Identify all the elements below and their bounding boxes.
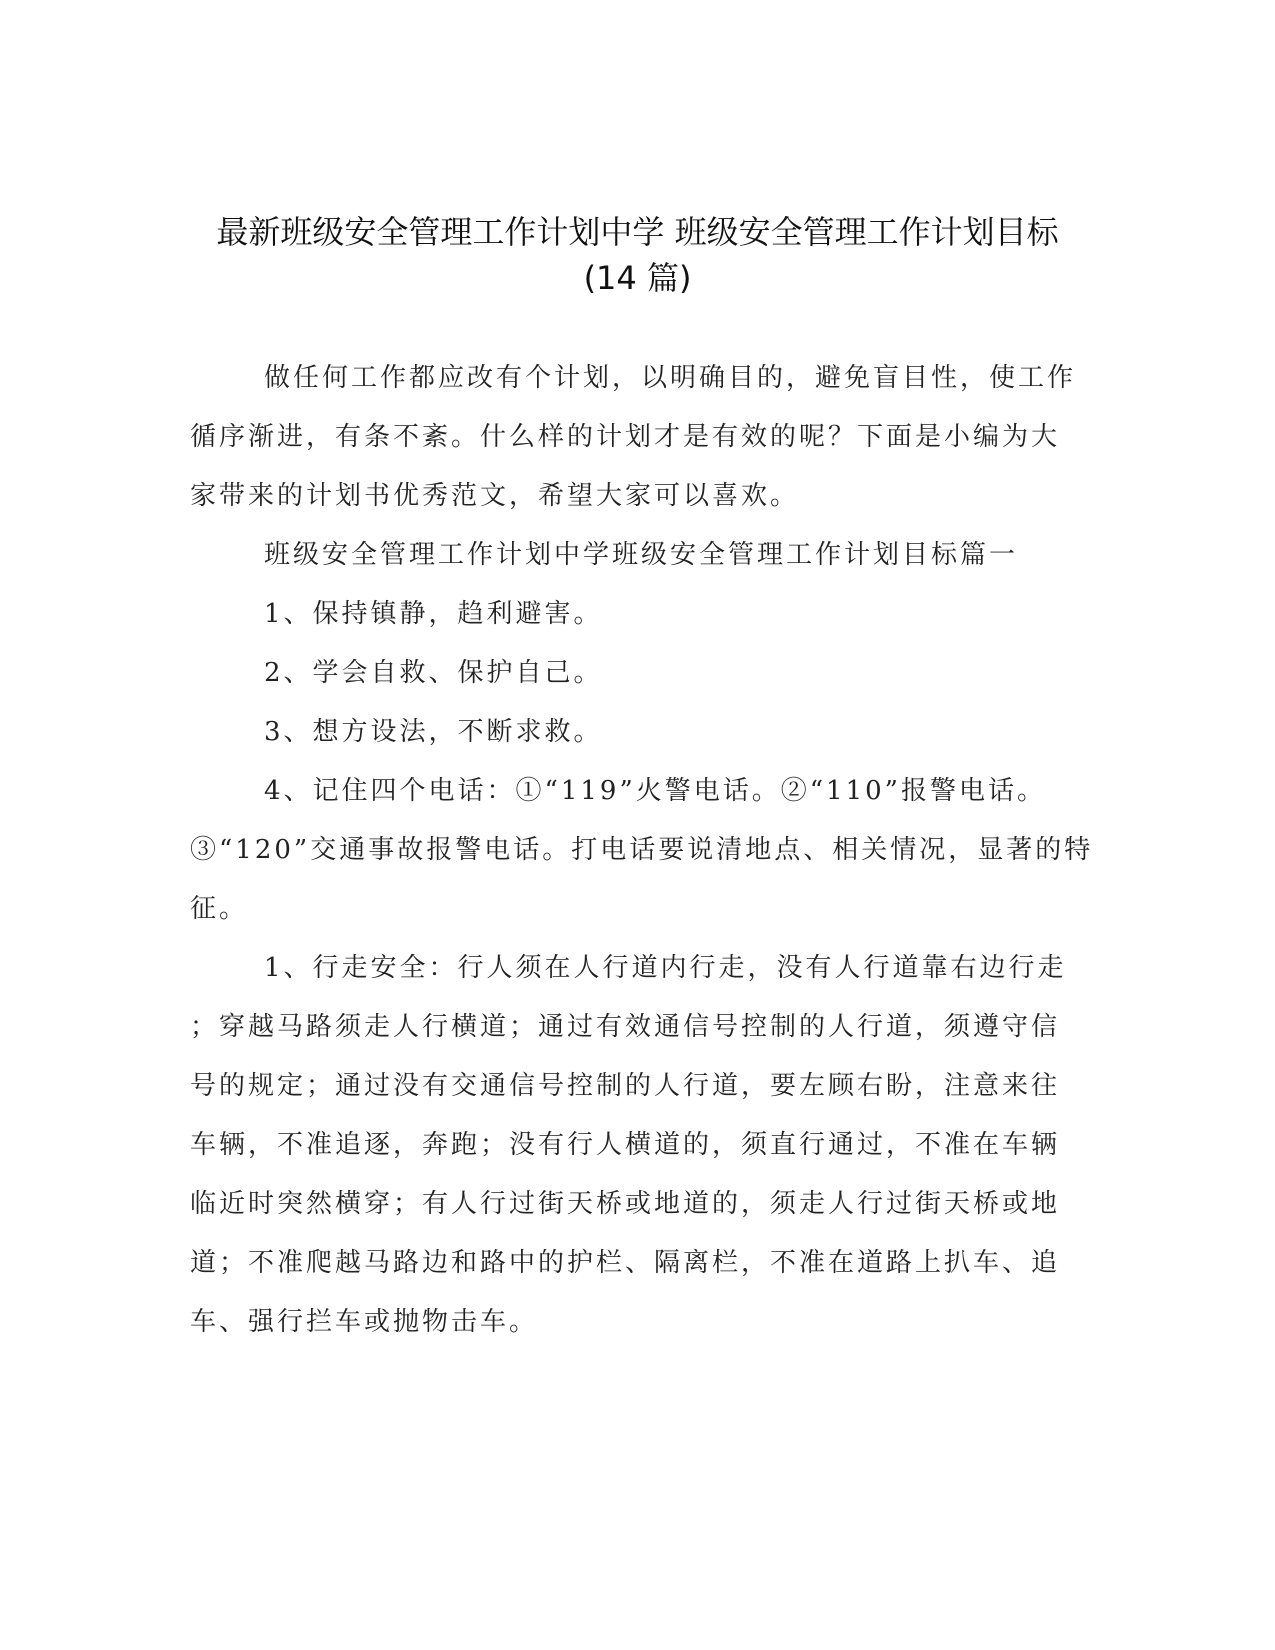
safety-paragraph-line: ；穿越马路须走人行横道；通过有效通信号控制的人行道，须遵守信	[190, 1012, 1061, 1042]
document-title: 最新班级安全管理工作计划中学 班级安全管理工作计划目标	[216, 213, 1059, 251]
list-item-continuation: ③“120”交通事故报警电话。打电话要说清地点、相关情况，显著的特	[190, 835, 1094, 865]
list-item: 1、保持镇静，趋利避害。	[264, 599, 603, 629]
list-item: 2、学会自救、保护自己。	[264, 658, 603, 688]
safety-paragraph-line: 临近时突然横穿；有人行过街天桥或地道的，须走人行过街天桥或地	[190, 1189, 1061, 1219]
list-item-continuation: 征。	[190, 894, 249, 924]
section-heading: 班级安全管理工作计划中学班级安全管理工作计划目标篇一	[264, 540, 1019, 570]
intro-paragraph-line-2: 循序渐进，有条不紊。什么样的计划才是有效的呢？下面是小编为大	[190, 422, 1061, 452]
list-item: 3、想方设法，不断求救。	[264, 717, 603, 747]
list-item: 4、记住四个电话：①“119”火警电话。②“110”报警电话。	[264, 776, 1046, 806]
safety-paragraph-line: 1、行走安全：行人须在人行道内行走，没有人行道靠右边行走	[264, 953, 1067, 983]
safety-paragraph-line: 车辆，不准追逐，奔跑；没有行人横道的，须直行通过，不准在车辆	[190, 1130, 1061, 1160]
intro-paragraph-line-1: 做任何工作都应改有个计划，以明确目的，避免盲目性，使工作	[264, 363, 1077, 393]
safety-paragraph-line: 号的规定；通过没有交通信号控制的人行道，要左顾右盼，注意来往	[190, 1071, 1061, 1101]
safety-paragraph-line: 道；不准爬越马路边和路中的护栏、隔离栏，不准在道路上扒车、追	[190, 1248, 1061, 1278]
intro-paragraph-line-3: 家带来的计划书优秀范文，希望大家可以喜欢。	[190, 481, 800, 511]
document-title-subtitle: (14 篇)	[583, 259, 692, 297]
safety-paragraph-line: 车、强行拦车或抛物击车。	[190, 1307, 539, 1337]
